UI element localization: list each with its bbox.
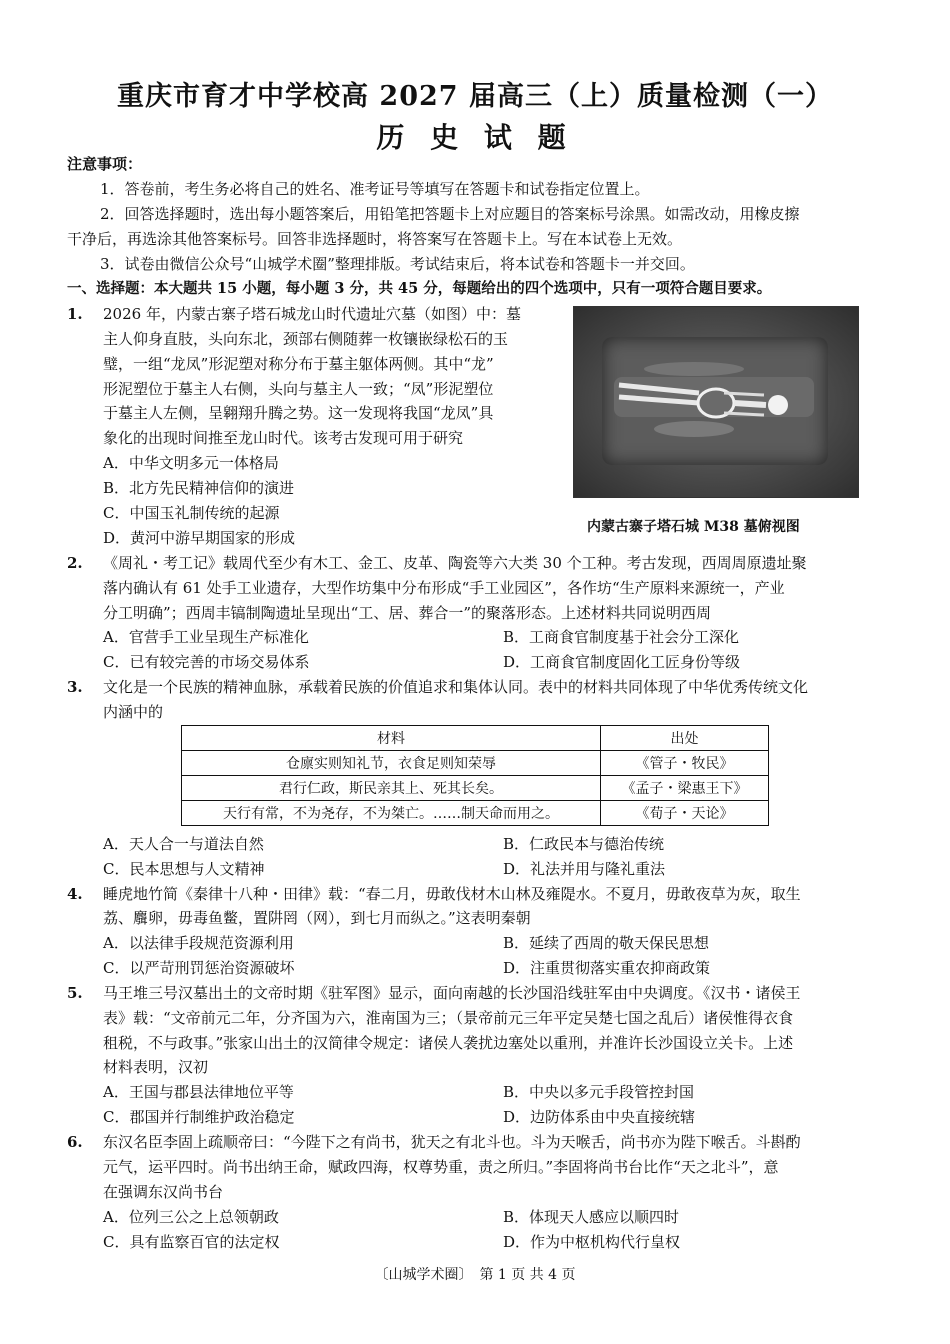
notice-item: 2．回答选择题时，选出每小题答案后，用铅笔把答题卡上对应题目的答案标号涂黑。如需改动，用橡皮擦 [100,205,800,223]
option-c[interactable]: C．具有监察百官的法定权 [103,1233,280,1251]
question-text: 《周礼・考工记》载周代至少有木工、金工、皮革、陶瓷等六大类 30 个工种。考古发现，西周周原遗址聚 [103,554,807,572]
option-a[interactable]: A．王国与郡县法律地位平等 [103,1083,294,1101]
option-b[interactable]: B．体现天人感应以顺四时 [503,1208,680,1226]
question-text: 璧，一组“龙凤”形泥塑对称分布于墓主躯体两侧。其中“龙” [103,355,494,373]
photo-caption: 内蒙古寨子塔石城 M38 墓俯视图 [587,519,800,535]
source-table [181,725,769,826]
option-d[interactable]: D．黄河中游早期国家的形成 [103,529,296,547]
question-text: 内涵中的 [103,703,164,721]
option-a[interactable]: A．天人合一与道法自然 [103,835,264,853]
table-row [182,776,769,801]
table-cell: 君行仁政，斯民亲其上、死其长矣。 [182,776,601,801]
question-number: 5. [67,984,83,1002]
option-c[interactable]: C．中国玉礼制传统的起源 [103,504,280,522]
question-text: 分工明确”；西周丰镐制陶遗址呈现出“工、居、葬合一”的聚落形态。上述材料共同说明西周 [103,604,712,622]
question-text: 租税，不与政事。”张家山出土的汉简律令规定：诸侯人袭扰边塞处以重刑，并准许长沙国设立关卡。上述 [103,1034,794,1052]
notice-item: 干净后，再选涂其他答案标号。回答非选择题时，将答案写在答题卡上。写在本试卷上无效。 [67,230,683,248]
table-cell: 《荀子・天论》 [601,801,769,826]
option-d[interactable]: D．工商食官制度固化工匠身份等级 [503,653,741,671]
question-text: 文化是一个民族的精神血脉，承载着民族的价值追求和集体认同。表中的材料共同体现了中华优秀传统文化 [103,678,809,696]
option-c[interactable]: C．已有较完善的市场交易体系 [103,653,310,671]
table-cell: 《管子・牧民》 [601,751,769,776]
option-b[interactable]: B．仁政民本与德治传统 [503,835,665,853]
table-row [182,751,769,776]
question-text: 于墓主人左侧，呈翱翔升腾之势。这一发现将我国“龙凤”具 [103,404,494,422]
question-text: 形泥塑位于墓主人右侧，头向与墓主人一致；“凤”形泥塑位 [103,380,494,398]
option-d[interactable]: D．作为中枢机构代行皇权 [503,1233,681,1251]
table-row [182,801,769,826]
option-b[interactable]: B．延续了西周的敬天保民思想 [503,934,710,952]
option-c[interactable]: C．民本思想与人文精神 [103,860,265,878]
option-b[interactable]: B．工商食官制度基于社会分工深化 [503,628,740,646]
option-d[interactable]: D．礼法并用与隆礼重法 [503,860,666,878]
question-text: 主人仰身直肢，头向东北，颈部右侧随葬一枚镶嵌绿松石的玉 [103,330,509,348]
option-c[interactable]: C．郡国并行制维护政治稳定 [103,1108,295,1126]
question-number: 2. [67,554,83,572]
question-number: 6. [67,1133,83,1151]
notice-item: 1．答卷前，考生务必将自己的姓名、准考证号等填写在答题卡和试卷指定位置上。 [100,180,650,198]
table-cell: 天行有常，不为尧存，不为桀亡。……制天命而用之。 [182,801,601,826]
question-text: 材料表明，汉初 [103,1058,209,1076]
question-text: 马王堆三号汉墓出土的文帝时期《驻军图》显示，面向南越的长沙国沿线驻军由中央调度。《汉书・诸侯王 [103,984,801,1002]
question-text: 荔、麛卵，毋毒鱼鳖，置阱罔（网），到七月而纵之。”这表明秦朝 [103,909,531,927]
option-d[interactable]: D．注重贯彻落实重农抑商政策 [503,959,711,977]
option-d[interactable]: D．边防体系由中央直接统辖 [503,1108,696,1126]
question-text: 表》载：“文帝前元二年，分齐国为六，淮南国为三；（景帝前元三年平定吴楚七国之乱后）诸侯惟得衣食 [103,1009,794,1027]
question-text: 象化的出现时间推至龙山时代。该考古发现可用于研究 [103,429,464,447]
option-a[interactable]: A．官营手工业呈现生产标准化 [103,628,309,646]
table-header-row [182,726,769,751]
option-b[interactable]: B．北方先民精神信仰的演进 [103,479,295,497]
column-header: 出处 [601,726,769,751]
question-text: 元气，运平四时。尚书出纳王命，赋政四海，权尊势重，责之所归。”李固将尚书台比作“天之北斗”，意 [103,1158,779,1176]
question-number: 1. [67,305,83,323]
exam-title: 重庆市育才中学校高 2027 届高三（上）质量检测（一） [117,81,833,112]
page-footer: 〔山城学术圈〕 第 1 页 共 4 页 [374,1267,576,1283]
question-text: 睡虎地竹简《秦律十八种・田律》载：“春二月，毋敢伐材木山林及雍隄水。不夏月，毋敢夜草为灰，取生 [103,885,801,903]
question-number: 3. [67,678,83,696]
option-b[interactable]: B．中央以多元手段管控封国 [503,1083,695,1101]
column-header: 材料 [182,726,601,751]
notice-heading: 注意事项： [67,155,143,173]
option-c[interactable]: C．以严苛刑罚惩治资源破坏 [103,959,295,977]
question-text: 落内确认有 61 处手工业遗存，大型作坊集中分布形成“手工业园区”，各作坊“生产原料来源统一，产业 [103,579,785,597]
section-heading: 一、选择题：本大题共 15 小题，每小题 3 分，共 45 分，每题给出的四个选项中，只有一项符合题目要求。 [67,280,772,297]
table-cell: 仓廪实则知礼节，衣食足则知荣辱 [182,751,601,776]
question-text: 在强调东汉尚书台 [103,1183,224,1201]
option-a[interactable]: A．中华文明多元一体格局 [103,454,279,472]
question-text: 东汉名臣李固上疏顺帝曰：“今陛下之有尚书，犹天之有北斗也。斗为天喉舌，尚书亦为陛下喉舌。斗斟酌 [103,1133,801,1151]
skeleton-figure [574,307,858,497]
option-a[interactable]: A．以法律手段规范资源利用 [103,934,294,952]
option-a[interactable]: A．位列三公之上总领朝政 [103,1208,279,1226]
exam-subject: 历 史 试 题 [376,121,574,154]
table-cell: 《孟子・梁惠王下》 [601,776,769,801]
question-number: 4. [67,885,83,903]
tomb-photo [573,306,859,498]
question-text: 2026 年，内蒙古寨子塔石城龙山时代遗址穴墓（如图）中：墓 [103,305,521,323]
notice-item: 3．试卷由微信公众号“山城学术圈”整理排版。考试结束后，将本试卷和答题卡一并交回。 [100,255,695,273]
